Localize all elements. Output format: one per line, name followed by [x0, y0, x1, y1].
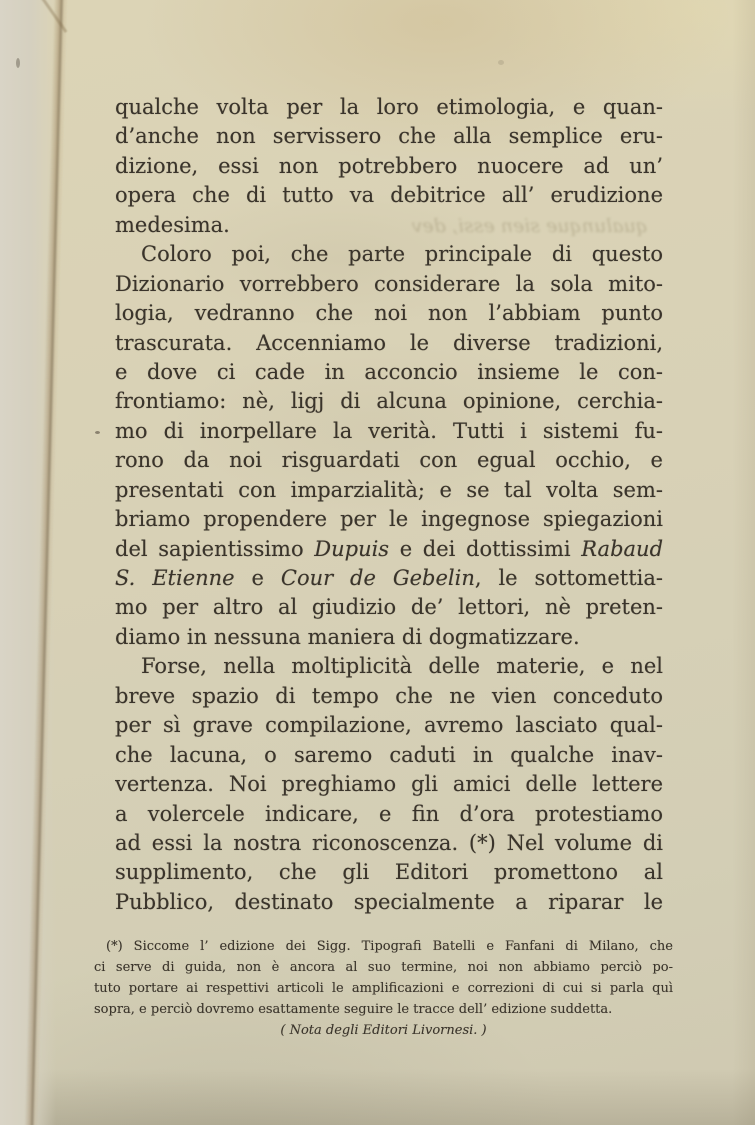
text-line: logia, vedranno che noi non l’abbiam punto	[115, 301, 663, 326]
text-line: frontiamo: nè, ligj di alcuna opinione, cerchia-	[115, 389, 663, 414]
text-line: diamo in nessuna maniera di dogmatizzare.	[115, 624, 580, 649]
paper-stain	[498, 60, 504, 65]
text-line: breve spazio di tempo che ne vien conceduto	[115, 683, 663, 708]
text-line: e dove ci cade in acconcio insieme le con-	[115, 359, 663, 384]
text-line: rono da noi risguardati con egual occhio, e	[115, 448, 663, 473]
main-text-block	[115, 93, 663, 917]
text-line: medesima.	[115, 212, 230, 237]
text-line: vertenza. Noi preghiamo gli amici delle lettere	[115, 772, 663, 797]
text-line: del sapientissimo Dupuis e dei dottissimi Rabaud	[115, 536, 663, 561]
text-line: ad essi la nostra riconoscenza. (*) Nel volume di	[115, 830, 663, 855]
text-line: mo per altro al giudizio de’ lettori, nè preten-	[115, 595, 663, 620]
bleedthrough-text: qualunque sien essi, dev	[411, 215, 648, 237]
footnote-line: (*) Siccome l’ edizione dei Sigg. Tipografi Batelli e Fanfani di Milano, che	[106, 939, 673, 954]
text-line: S. Etienne e Cour de Gebelin, le sottomettia-	[115, 566, 663, 590]
text-line: briamo propendere per le ingegnose spiegazioni	[115, 507, 663, 532]
text-line: Coloro poi, che parte principale di questo	[141, 242, 663, 267]
ink-speck	[16, 58, 20, 68]
text-line: presentati con imparzialità; e se tal volta sem-	[115, 477, 663, 502]
text-line: per sì grave compilazione, avremo lasciato qual-	[115, 713, 663, 738]
footnote-line: sopra, e perciò dovremo esattamente seguire le tracce dell’ edizione suddetta.	[94, 1002, 613, 1017]
text-line: opera che di tutto va debitrice all’ erudizione	[115, 183, 663, 208]
text-line: trascurata. Accenniamo le diverse tradizioni,	[115, 330, 663, 355]
text-line: qualche volta per la loro etimologia, e quan-	[115, 95, 663, 119]
text-line: Dizionario vorrebbero considerare la sola mito-	[115, 271, 663, 296]
text-line: d’anche non servissero che alla semplice eru-	[115, 124, 663, 149]
footnote-line: tuto portare ai respettivi articoli le amplificazioni e correzioni di cui si parla quì	[94, 981, 673, 996]
text-line: Pubblico, destinato specialmente a riparar le	[115, 889, 663, 914]
text-line: che lacuna, o saremo caduti in qualche inav-	[115, 742, 663, 767]
text-line: Forse, nella moltiplicità delle materie, e nel	[141, 654, 663, 679]
text-line: dizione, essi non potrebbero nuocere ad un’	[115, 153, 663, 178]
footnote-line: ci serve di guida, non è ancora al suo termine, noi non abbiamo perciò po-	[94, 960, 673, 975]
text-line: supplimento, che gli Editori promettono al	[115, 860, 663, 885]
ink-speck	[95, 431, 100, 434]
footnote-block	[94, 936, 673, 1041]
text-line: a volercele indicare, e fin d’ora protestiamo	[115, 801, 663, 826]
text-line: mo di inorpellare la verità. Tutti i sistemi fu-	[115, 418, 663, 443]
footnote-line: ( Nota degli Editori Livornesi. )	[280, 1023, 487, 1038]
